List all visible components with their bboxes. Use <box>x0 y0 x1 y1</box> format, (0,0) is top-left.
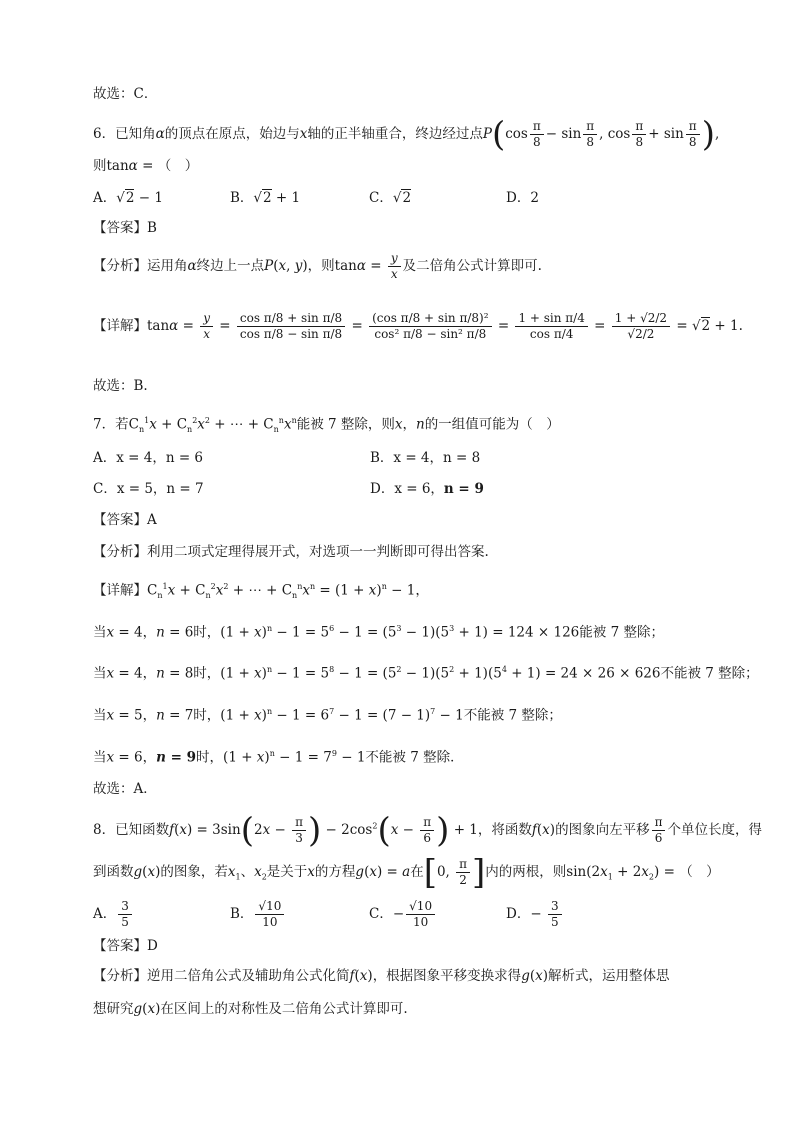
q7-head: 7．若 <box>93 416 129 433</box>
q8-l2b: 的图象，若 <box>160 864 228 880</box>
q7-tail: 能被 7 整除，则 <box>296 416 395 433</box>
q7-tail2: 的一组值可能为（ ） <box>424 416 560 433</box>
option-d[interactable]: D．− $\frac{3}{5}$ <box>506 900 564 929</box>
text-line <box>93 377 148 395</box>
case-when: 当 <box>93 749 107 766</box>
q6-mid2: 轴的正半轴重合，终边经过点 <box>307 126 483 142</box>
answer-line <box>93 511 157 529</box>
q8-mid2: 的图象向左平移 <box>555 822 650 838</box>
q8-l2c: 是关于 <box>266 864 308 880</box>
answer-tag: 【答案】 <box>93 938 147 954</box>
option-b-label: B． <box>230 190 254 206</box>
option-c[interactable]: C．√2 <box>369 190 412 206</box>
analysis-text: 利用二项式定理得展开式，对选项一一判断即可得出答案. <box>147 544 489 560</box>
detail-tag: 【详解】 <box>93 318 147 334</box>
answer-line <box>93 219 157 237</box>
option-b[interactable]: B．x = 4，n = 8 <box>370 450 481 466</box>
option-c-label: C． <box>369 906 393 922</box>
case-result: 不能被 7 整除； <box>660 665 759 682</box>
case-time: 时， <box>196 749 224 766</box>
q8-paren: （ ） <box>679 864 720 880</box>
case-time: 时， <box>193 707 221 724</box>
conclusion-text: 故选：A． <box>93 781 157 797</box>
analysis-line <box>93 543 489 561</box>
q8-ana4: 想研究 <box>93 1001 134 1017</box>
conclusion-text: 故选：B. <box>93 378 148 394</box>
option-c-label: C． <box>369 190 393 206</box>
option-d[interactable] <box>506 189 539 207</box>
q6-ana4: 及二倍角公式计算即可. <box>402 258 542 274</box>
q8-mid: ，将函数 <box>477 822 532 838</box>
option-b-label: B． <box>230 906 254 922</box>
q6-ana1: 运用角 <box>147 258 188 274</box>
analysis-line: 【分析】逆用二倍角公式及辅助角公式化简f(x)，根据图象平移变换求得g(x)解析式，运用整体思 <box>93 968 670 984</box>
option-b[interactable]: B． $\frac{√10}{10}$ <box>230 900 286 929</box>
q6-head: 6．已知角 <box>93 126 156 142</box>
answer-value: A <box>147 512 157 528</box>
option-a[interactable]: A．x = 4，n = 6 <box>93 450 204 466</box>
question-8-stem: 8．已知函数f(x) = 3sin(2x − $\frac{\pi}{3}$ ) − $2\cos^2(x$ − $\frac{\pi}{6}$ ) + 1，将函数f(x)的图象向左平移 $\frac{\pi}{6}$ 个单位长度，得 <box>93 810 762 851</box>
answer-value: D <box>147 938 158 954</box>
case-line: 当x = 4，n = 8时，$(1 + x)^n - 1 = 5^8 - 1 = (5^2 - 1)(5^2 + 1)(5^4 + 1) = 24 \times 26 \times 626$不能被 7 整除； <box>93 665 759 682</box>
case-time: 时， <box>193 665 221 682</box>
case-line: 当x = 4，n = 6时，$(1 + x)^n - 1 = 5^6 - 1 = (5^3 - 1)(5^3 + 1) = 124 \times 126$能被 7 整除； <box>93 624 664 641</box>
question-7-stem: 7．若$C_n^1x + C_n^2x^2$ + ⋯ + $C_n^nx^n$能被 7 整除，则x，n的一组值可能为（ ） <box>93 416 560 435</box>
answer-tag: 【答案】 <box>93 512 147 528</box>
answer-tag: 【答案】 <box>93 220 147 236</box>
analysis-line: 【分析】运用角α终边上一点P(x, y)，则tanα = $\frac{y}{x}$ 及二倍角公式计算即可. <box>93 251 542 281</box>
case-when: 当 <box>93 665 107 682</box>
question-6-stem-2: 则tanα = （ ） <box>93 158 199 174</box>
conclusion-text: 故选：C． <box>93 86 158 102</box>
q6-ana3: ，则 <box>307 258 335 274</box>
q8-l2f: 内的两根，则 <box>485 864 567 880</box>
case-line: 当x = 6，n = 9时，$(1 + x)^n - 1 = 7^9 - 1$不能被 7 整除． <box>93 749 464 766</box>
detail-tag: 【详解】 <box>93 582 147 599</box>
text-line <box>93 85 157 103</box>
analysis-tag: 【分析】 <box>93 544 147 560</box>
q6-mid1: 的顶点在原点，始边与 <box>164 126 300 142</box>
detail-line: 【详解】tanα = $\frac{y}{x}$ = $\frac{\text{cos π/8 + sin π/8}}{\text{cos π/8 − sin π/8}}$ = $\frac{\text{(cos π/8 + sin π/8)²}}{\text{cos² π/8 − sin² π/8}}$ = $\frac{\text{1 + sin π/4}}{\text{cos π/4}}$ = $\frac{1 + √2/2}{√2/2}$ = √2 + 1. <box>93 311 743 341</box>
q8-head: 8．已知函数 <box>93 822 170 838</box>
q6-paren: （ ） <box>157 158 199 174</box>
case-when: 当 <box>93 707 107 724</box>
q8-l2d: 的方程 <box>314 864 356 880</box>
option-d-bold: n = 9 <box>443 481 484 497</box>
case-result: 能被 7 整除； <box>579 624 664 641</box>
option-a-label: A． <box>93 190 117 206</box>
question-7-options-row2 <box>93 480 693 500</box>
analysis-tag: 【分析】 <box>93 968 147 984</box>
answer-line <box>93 937 158 955</box>
answer-value: B <box>147 220 157 236</box>
option-d-label: D．x = 6， <box>370 481 444 497</box>
option-d-label: D．2 <box>506 190 539 206</box>
option-a-label: A． <box>93 906 117 922</box>
case-result: 不能被 7 整除． <box>365 749 464 766</box>
q8-ana5: 在区间上的对称性及二倍角公式计算即可. <box>160 1001 408 1017</box>
q8-l2e: 在 <box>410 864 424 880</box>
case-when: 当 <box>93 624 107 641</box>
q8-l2a: 到函数 <box>93 864 134 880</box>
q8-ana1: 逆用二倍角公式及辅助角公式化简 <box>147 968 350 984</box>
case-time: 时， <box>193 624 221 641</box>
case-result: 不能被 7 整除； <box>463 707 562 724</box>
option-d-label: D． <box>506 906 531 922</box>
text-line <box>93 780 157 798</box>
question-6-stem: 6．已知角α的顶点在原点，始边与x轴的正半轴重合，终边经过点P(cos $\frac{\pi}{8}$ − sin $\frac{\pi}{8}$ , cos $\frac{\pi}{8}$ + sin $\frac{\pi}{8}$ ), <box>93 114 720 155</box>
case-line: 当x = 5，n = 7时，$(1 + x)^n - 1 = 6^7 - 1 = (7 - 1)^7 - 1$不能被 7 整除； <box>93 707 562 724</box>
option-b[interactable]: B．√2 + 1 <box>230 190 301 206</box>
detail-line: 【详解】$C_n^1x + C_n^2x^2$ + ⋯ + $C_n^nx^n = (1 + x)^n - 1$， <box>93 582 429 601</box>
q8-ana2: ，根据图象平移变换求得 <box>372 968 522 984</box>
option-a[interactable]: A． $\frac{3}{5}$ <box>93 900 134 929</box>
option-c[interactable]: C．− $\frac{√10}{10}$ <box>369 900 437 929</box>
q8-ana3: 解析式，运用整体思 <box>548 968 670 984</box>
question-7-options-row1 <box>93 449 693 469</box>
question-6-options <box>93 189 693 209</box>
question-8-options <box>93 900 693 930</box>
q8-mid3: 个单位长度，得 <box>667 822 762 838</box>
option-d[interactable] <box>370 480 484 498</box>
analysis-tag: 【分析】 <box>93 258 147 274</box>
option-a[interactable]: A．√2 − 1 <box>93 190 163 206</box>
analysis-line-2: 想研究g(x)在区间上的对称性及二倍角公式计算即可. <box>93 1001 408 1017</box>
question-8-stem-2: 到函数g(x)的图象，若$x_1$、$x_2$是关于x的方程g(x) = a在[0, $\frac{\pi}{2}$ ]内的两根，则$\sin(2x_1 + 2x_2)$ = （ ） <box>93 852 720 893</box>
q6-tail: 则 <box>93 158 107 174</box>
option-c[interactable]: C．x = 5，n = 7 <box>93 481 204 497</box>
q6-ana2: 终边上一点 <box>196 258 265 274</box>
